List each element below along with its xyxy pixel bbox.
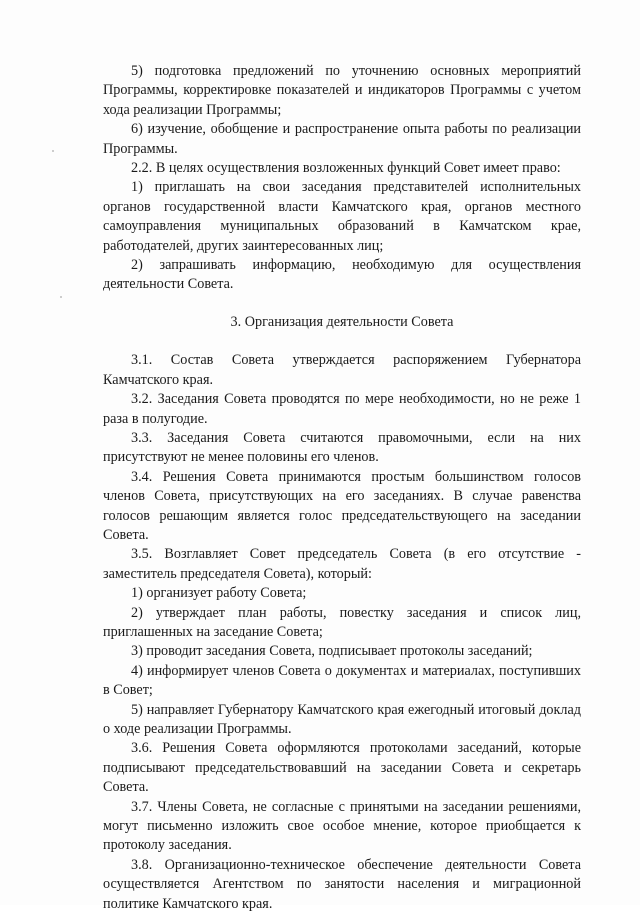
paragraph: 1) организует работу Совета; [131, 585, 307, 602]
paragraph: 4) информирует членов Совета о документах и материалах, поступивших в Совет; [103, 662, 581, 699]
paragraph: 3.7. Члены Совета, не согласные с принятыми на заседании решениями, могут письменно изложить свое особое мнение, которое приобщается к протоколу заседания. [103, 798, 581, 854]
section-heading: 3. Организация деятельности Совета [230, 313, 454, 330]
paragraph: 3.5. Возглавляет Совет председатель Совета (в его отсутствие - заместитель председателя Совета), который: [103, 546, 581, 582]
paragraph: 6) изучение, обобщение и распространение опыта работы по реализации Программы. [103, 121, 581, 157]
paragraph: 2) утверждает план работы, повестку заседания и список лиц, приглашенных на заседание Совета; [103, 604, 581, 640]
paragraph: 5) направляет Губернатору Камчатского края ежегодный итоговый доклад о ходе реализации Программы. [103, 701, 581, 737]
paragraph: 3.3. Заседания Совета считаются правомочными, если на них присутствуют не менее половины его членов. [103, 429, 581, 466]
document-body [103, 62, 581, 914]
paragraph: 1) приглашать на свои заседания представителей исполнительных органов государственной власти Камчатского края, органов местного самоуправления муниципальных образований в Камчатском крае, работодателей, других заинтересованных лиц; [103, 179, 581, 254]
paragraph: 3.2. Заседания Совета проводятся по мере необходимости, но не реже 1 раза в полугодие. [103, 391, 581, 427]
paragraph: 2) запрашивать информацию, необходимую для осуществления деятельности Совета. [103, 257, 581, 293]
paragraph: 5) подготовка предложений по уточнению основных мероприятий Программы, корректировке показателей и индикаторов Программы с учетом хода реализации Программы; [103, 63, 581, 118]
paragraph: 3.1. Состав Совета утверждается распоряжением Губернатора Камчатского края. [103, 352, 581, 388]
scan-speck [52, 150, 54, 152]
paragraph: 3.6. Решения Совета оформляются протоколами заседаний, которые подписывают председательствовавший на заседании Совета и секретарь Совета. [103, 740, 581, 796]
paragraph: 2.2. В целях осуществления возложенных функций Совет имеет право: [131, 160, 561, 177]
paragraph: 3.8. Организационно-техническое обеспечение деятельности Совета осуществляется Агентством по занятости населения и миграционной политике Камчатского края. [103, 856, 581, 912]
paragraph: 3) проводит заседания Совета, подписывает протоколы заседаний; [131, 643, 533, 660]
paragraph: 3.4. Решения Совета принимаются простым большинством голосов членов Совета, присутствующих на его заседаниях. В случае равенства голосов решающим является голос председательствующего на заседании Совета. [103, 468, 581, 543]
scan-speck [60, 296, 62, 298]
